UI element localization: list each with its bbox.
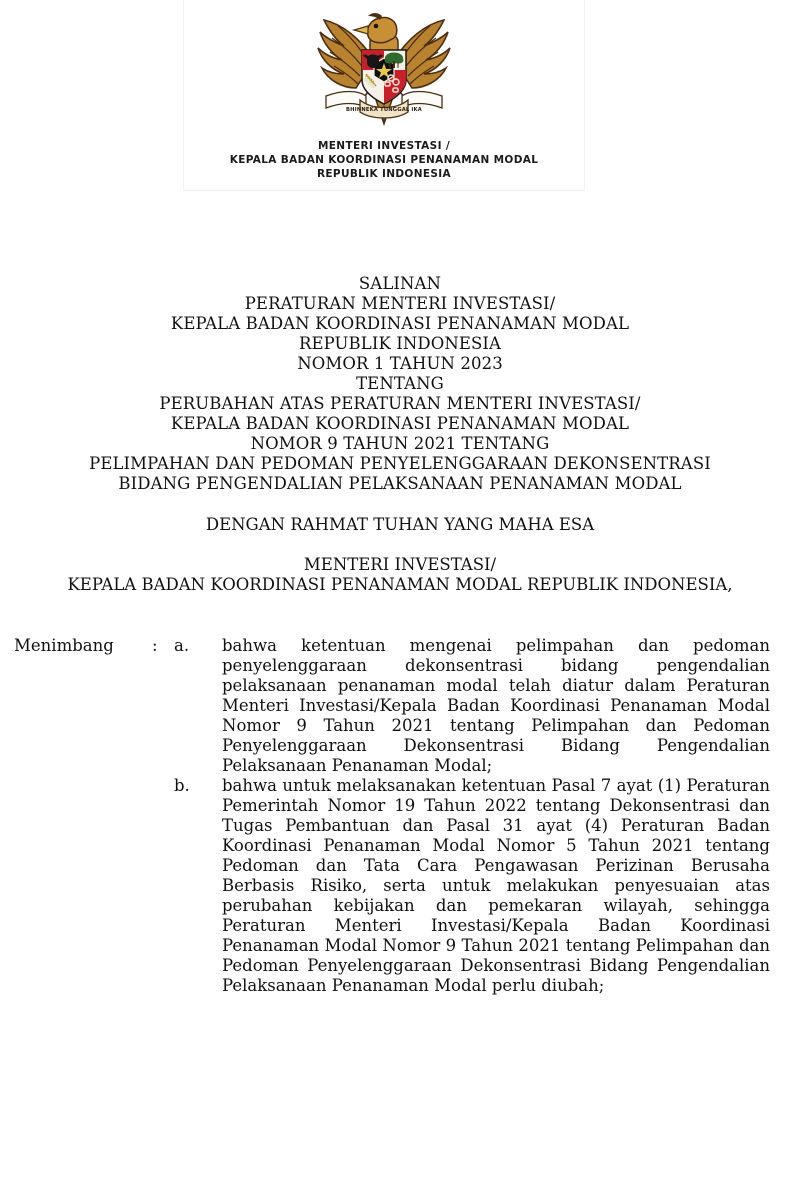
title-line-tentang: TENTANG [356,374,444,393]
consideration-text-a: bahwa ketentuan mengenai pelimpahan dan pedoman penyelenggaraan dekonsentrasi bidang pengendalian pelaksanaan penanaman modal telah diatur dalam Peraturan Menteri Investasi/Kepala Badan Koordinasi Penanaman Modal Nomor 9 Tahun 2021 tentang Pelimpahan dan Pedoman Penyelenggaraan Dekonsentrasi Bidang Pengendalian Pelaksanaan Penanaman Modal; [222,636,770,775]
consideration-item-b [14,776,770,996]
letterhead-caption-line-1: MENTERI INVESTASI / [317,140,451,152]
consideration-marker-b: b. [174,776,190,795]
title-line-peraturan: PERATURAN MENTERI INVESTASI/ [244,294,556,313]
letterhead-block [183,0,585,191]
consideration-text-b: bahwa untuk melaksanakan ketentuan Pasal 7 ayat (1) Peraturan Pemerintah Nomor 19 Tahun 2022 tentang Dekonsentrasi dan Tugas Pembantuan dan Pasal 31 ayat (4) Peraturan Badan Koordinasi Penanaman Modal Nomor 5 Tahun 2021 tentang Pedoman dan Tata Cara Pengawasan Perizinan Berusaha Berbasis Risiko, serta untuk melakukan penyesuaian atas perubahan kebijakan dan pemekaran wilayah, sehingga Peraturan Menteri Investasi/Kepala Badan Koordinasi Penanaman Modal Nomor 9 Tahun 2021 tentang Pelimpahan dan Pedoman Penyelenggaraan Dekonsentrasi Bidang Pengendalian Pelaksanaan Penanaman Modal perlu diubah; [222,776,770,995]
title-line-perubahan: PERUBAHAN ATAS PERATURAN MENTERI INVESTASI/ [159,394,641,413]
title-line-kepala-badan-2: KEPALA BADAN KOORDINASI PENANAMAN MODAL [170,414,630,433]
svg-text:BHINNEKA TUNGGAL IKA: BHINNEKA TUNGGAL IKA [346,107,422,113]
title-line-pelimpahan: PELIMPAHAN DAN PEDOMAN PENYELENGGARAAN DEKONSENTRASI [89,454,711,473]
enactment-line-rahmat: DENGAN RAHMAT TUHAN YANG MAHA ESA [205,515,595,534]
consideration-marker-a: a. [174,636,190,655]
considerations-colon: : [152,636,158,655]
title-line-nomor: NOMOR 1 TAHUN 2023 [297,354,503,373]
consideration-item-a [14,636,770,776]
considerations-label: Menimbang [14,636,114,655]
title-line-salinan: SALINAN [358,274,442,293]
title-line-kepala-badan: KEPALA BADAN KOORDINASI PENANAMAN MODAL [170,314,630,333]
title-line-nomor-9: NOMOR 9 TAHUN 2021 TENTANG [250,434,550,453]
issuing-authority-block [0,555,800,595]
authority-line-menteri: MENTERI INVESTASI/ [303,555,497,574]
garuda-pancasila-emblem [308,8,460,130]
title-line-republik: REPUBLIK INDONESIA [298,334,502,353]
document-title-block [0,274,800,494]
letterhead-caption [230,139,539,181]
title-line-bidang: BIDANG PENGENDALIAN PELAKSANAAN PENANAMAN MODAL [118,474,682,493]
letterhead-caption-line-3: REPUBLIK INDONESIA [316,168,452,180]
authority-line-kepala: KEPALA BADAN KOORDINASI PENANAMAN MODAL REPUBLIK INDONESIA, [67,575,733,594]
letterhead-caption-line-2: KEPALA BADAN KOORDINASI PENANAMAN MODAL [229,154,539,166]
considerations-section [14,636,770,996]
enactment-clause-block [0,515,800,535]
